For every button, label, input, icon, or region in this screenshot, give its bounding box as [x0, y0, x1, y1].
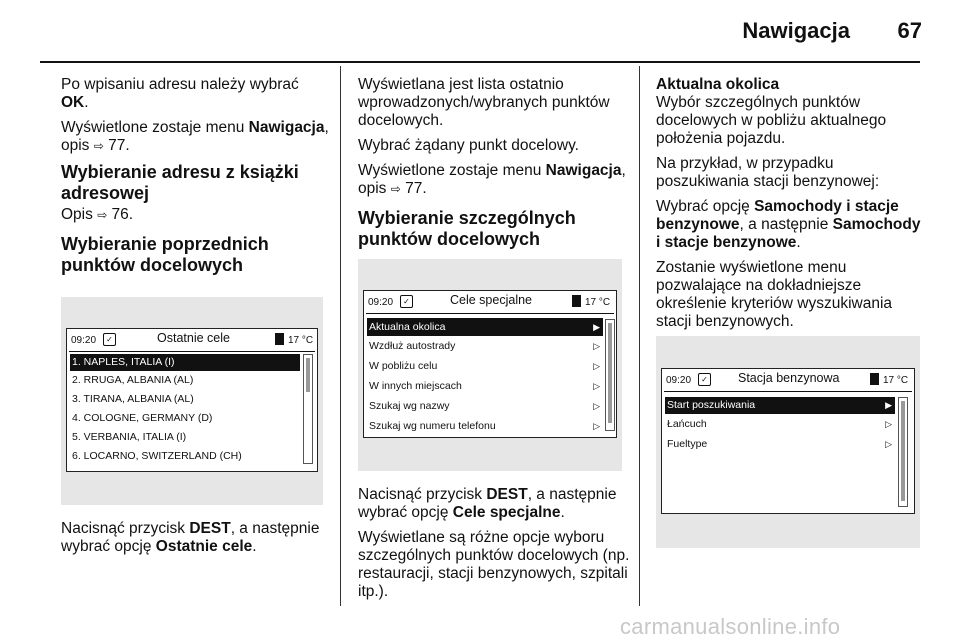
list-item[interactable]: 3. TIRANA, ALBANIA (AL)	[72, 393, 194, 405]
checkmark-icon: ✓	[103, 333, 116, 346]
section-heading: Aktualna okolica	[656, 76, 780, 93]
clock: 09:20	[368, 297, 394, 308]
chevron-right-icon: ▶	[593, 322, 600, 332]
list-item[interactable]: Aktualna okolica ▶	[367, 318, 603, 336]
list-item[interactable]: Łańcuch ▷	[665, 414, 895, 434]
list-item[interactable]: 5. VERBANIA, ITALIA (I)	[72, 431, 187, 443]
list-item[interactable]: Szukaj wg nazwy ▷	[367, 396, 603, 416]
list-item[interactable]: 1. NAPLES, ITALIA (I)	[70, 354, 300, 371]
scrollbar[interactable]	[303, 354, 313, 464]
display-screen	[661, 368, 915, 514]
list-item[interactable]: 2. RRUGA, ALBANIA (AL)	[72, 374, 194, 386]
header-rule	[40, 61, 920, 63]
chevron-right-icon: ▶	[885, 400, 892, 410]
chevron-right-icon: ▷	[593, 401, 600, 411]
scrollbar[interactable]	[898, 397, 908, 507]
paragraph: Nacisnąć przycisk DEST, a następnie wybrać opcję Ostatnie cele.	[61, 520, 320, 555]
display-screen	[66, 328, 318, 472]
paragraph	[656, 76, 924, 94]
column-divider-2	[639, 66, 640, 606]
paragraph: Na przykład, w przypadku poszukiwania stacji benzynowej:	[656, 155, 880, 190]
page-header-title: Nawigacja	[742, 18, 850, 43]
fuel-pump-icon	[572, 295, 581, 307]
paragraph: Wybrać opcję Samochody i stacje benzynowe, a następnie Samochody i stacje benzynowe.	[656, 198, 921, 251]
chevron-right-icon: ▷	[885, 439, 892, 449]
paragraph: Wyświetlane są różne opcje wyboru szczególnych punktów docelowych (np. restauracji, stacji benzynowych, szpitali itp.).	[358, 529, 630, 600]
list-item[interactable]: W innych miejscach ▷	[367, 376, 603, 396]
paragraph: Wyświetlone zostaje menu Nawigacja, opis ⇨ 77.	[358, 162, 626, 197]
paragraph: Wyświetlone zostaje menu Nawigacja, opis ⇨ 77.	[61, 119, 329, 154]
column-1	[61, 76, 329, 278]
chevron-right-icon: ▷	[593, 361, 600, 371]
chevron-right-icon: ▷	[593, 421, 600, 431]
column-3	[656, 76, 924, 338]
page-ref-arrow-icon: ⇨	[97, 208, 108, 222]
page-ref-arrow-icon: ⇨	[93, 139, 104, 153]
screen-figure-special-destinations	[358, 259, 622, 471]
list-item[interactable]: Wzdłuż autostrady ▷	[367, 336, 603, 356]
column-divider-1	[340, 66, 341, 606]
paragraph: Zostanie wyświetlone menu pozwalające na dokładniejsze określenie kryteriów wyszukiwania stacji benzynowych.	[656, 259, 893, 330]
section-heading: Wybieranie poprzednich punktów docelowych	[61, 234, 269, 275]
list-item[interactable]: W pobliżu celu ▷	[367, 356, 603, 376]
fuel-pump-icon	[275, 333, 284, 345]
list-item[interactable]: Start poszukiwania ▶	[665, 397, 895, 414]
display-screen	[363, 290, 617, 438]
screen-figure-recent-destinations	[61, 297, 323, 505]
paragraph: Wyświetlana jest lista ostatnio wprowadzonych/wybranych punktów docelowych.	[358, 76, 610, 129]
paragraph: Opis ⇨ 76.	[61, 206, 134, 223]
chevron-right-icon: ▷	[593, 381, 600, 391]
watermark: carmanualsonline.info	[620, 614, 841, 639]
clock: 09:20	[71, 335, 97, 346]
checkmark-icon: ✓	[400, 295, 413, 308]
page-number: 67	[897, 18, 922, 43]
temperature: 17 °C	[585, 297, 611, 308]
list-item[interactable]: Szukaj wg numeru telefonu ▷	[367, 416, 603, 436]
paragraph: Wybrać żądany punkt docelowy.	[358, 137, 579, 154]
clock: 09:20	[666, 375, 692, 386]
screen-title: Cele specjalne	[450, 293, 532, 307]
fuel-pump-icon	[870, 373, 879, 385]
scrollbar[interactable]	[605, 319, 615, 431]
chevron-right-icon: ▷	[885, 419, 892, 429]
temperature: 17 °C	[883, 375, 909, 386]
paragraph: Po wpisaniu adresu należy wybrać OK.	[61, 76, 299, 111]
paragraph: Wybór szczególnych punktów docelowych w pobliżu aktualnego położenia pojazdu.	[656, 94, 887, 147]
list-item[interactable]: 6. LOCARNO, SWITZERLAND (CH)	[72, 450, 242, 462]
column-2	[358, 76, 630, 252]
chevron-right-icon: ▷	[593, 341, 600, 351]
screen-figure-gas-station	[656, 336, 920, 548]
section-heading: Wybieranie adresu z książki adresowej	[61, 162, 299, 203]
section-heading: Wybieranie szczególnych punktów docelowych	[358, 208, 576, 249]
paragraph: Nacisnąć przycisk DEST, a następnie wybrać opcję Cele specjalne.	[358, 486, 617, 521]
screen-title: Stacja benzynowa	[738, 371, 840, 385]
screen-title: Ostatnie cele	[157, 331, 230, 345]
column-2-bottom	[358, 486, 630, 608]
column-1-bottom	[61, 520, 329, 563]
checkmark-icon: ✓	[698, 373, 711, 386]
page-ref-arrow-icon: ⇨	[390, 182, 401, 196]
list-item[interactable]: Fueltype ▷	[665, 434, 895, 454]
list-item[interactable]: 4. COLOGNE, GERMANY (D)	[72, 412, 213, 424]
temperature: 17 °C	[288, 335, 314, 346]
